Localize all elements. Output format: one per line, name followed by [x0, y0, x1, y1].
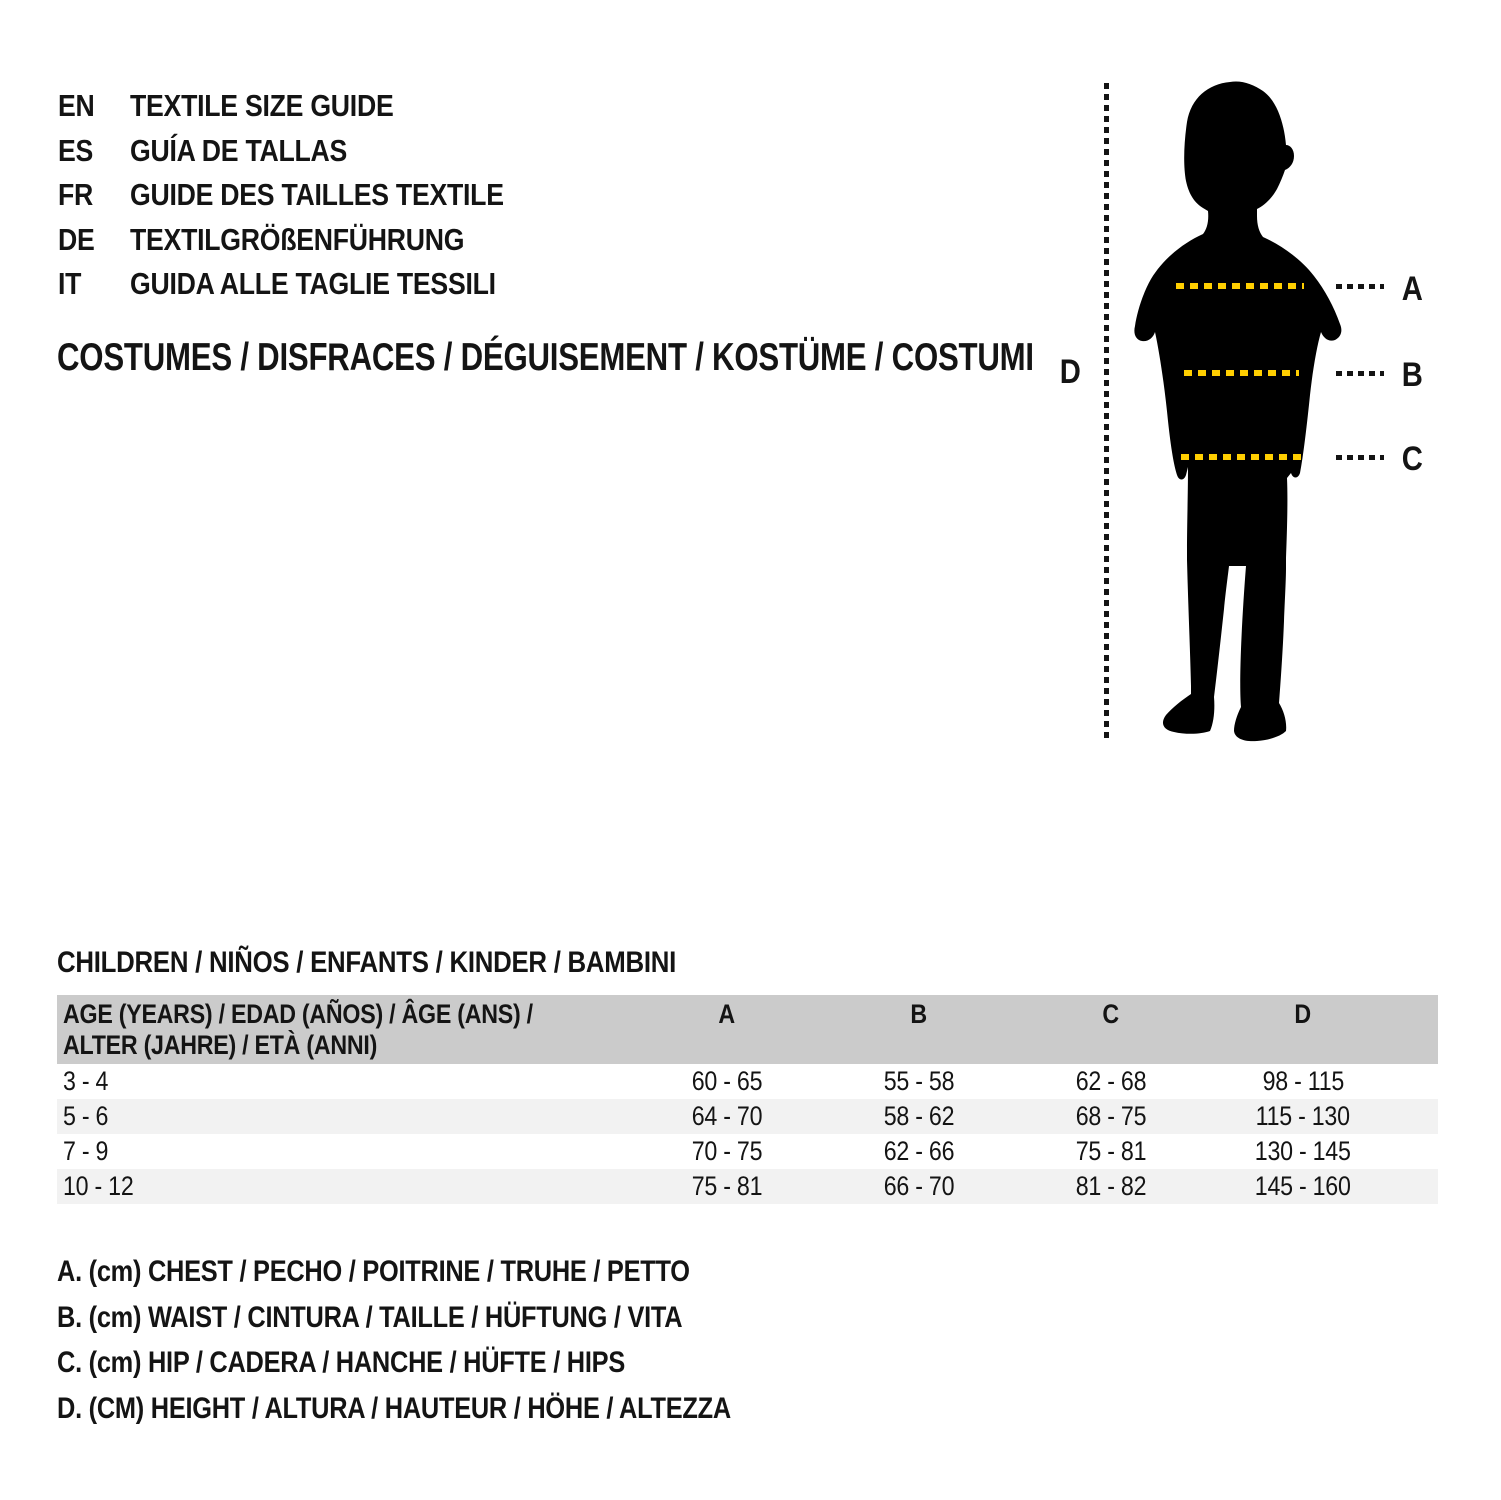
hip-cell: 68 - 75 — [1075, 1101, 1147, 1131]
category-title: COSTUMES / DISFRACES / DÉGUISEMENT / KOSTÜME / COSTUMI — [57, 336, 1034, 379]
legend-waist: B. (cm) WAIST / CINTURA / TAILLE / HÜFTUNG / VITA — [57, 1300, 683, 1334]
hip-measure-line — [1181, 454, 1304, 460]
table-row — [57, 1134, 1438, 1169]
language-label: GUÍA DE TALLAS — [130, 132, 348, 168]
age-cell: 3 - 4 — [63, 1066, 109, 1096]
chest-cell: 75 - 81 — [691, 1171, 763, 1201]
column-header-c: C — [1102, 999, 1120, 1029]
column-header-b: B — [910, 999, 928, 1029]
language-code: EN — [58, 88, 95, 124]
height-dashed-line — [1104, 83, 1109, 740]
age-cell: 5 - 6 — [63, 1101, 109, 1131]
size-table — [57, 995, 1438, 1204]
age-cell: 10 - 12 — [63, 1171, 134, 1201]
height-cell: 130 - 145 — [1255, 1136, 1351, 1166]
chest-measure-line — [1176, 283, 1304, 289]
language-label: TEXTILGRÖßENFÜHRUNG — [130, 221, 465, 257]
language-row-fr — [58, 173, 565, 218]
language-code: FR — [58, 177, 94, 213]
waist-cell: 58 - 62 — [883, 1101, 955, 1131]
language-label: GUIDE DES TAILLES TEXTILE — [130, 177, 504, 213]
chest-cell: 70 - 75 — [691, 1136, 763, 1166]
language-code: IT — [58, 266, 82, 302]
legend-chest: A. (cm) CHEST / PECHO / POITRINE / TRUHE / PETTO — [57, 1255, 690, 1288]
height-cell: 145 - 160 — [1255, 1171, 1351, 1201]
measurement-legend — [57, 1249, 841, 1431]
hip-cell: 81 - 82 — [1075, 1171, 1147, 1201]
chest-connector-line — [1336, 284, 1384, 289]
language-label: GUIDA ALLE TAGLIE TESSILI — [130, 266, 496, 302]
hip-cell: 75 - 81 — [1075, 1136, 1147, 1166]
language-code: ES — [58, 132, 94, 168]
hip-connector-line — [1336, 455, 1384, 460]
table-row — [57, 1064, 1438, 1099]
language-code: DE — [58, 221, 95, 257]
height-cell: 98 - 115 — [1262, 1066, 1344, 1096]
legend-height: D. (CM) HEIGHT / ALTURA / HAUTEUR / HÖHE / ALTEZZA — [57, 1391, 731, 1425]
waist-connector-line — [1336, 371, 1384, 376]
table-header-row — [57, 995, 1438, 1064]
height-cell: 115 - 130 — [1255, 1101, 1351, 1131]
waist-cell: 55 - 58 — [883, 1066, 955, 1096]
language-row-es — [58, 129, 565, 174]
language-row-en — [58, 84, 565, 129]
table-row — [57, 1169, 1438, 1204]
legend-hip: C. (cm) HIP / CADERA / HANCHE / HÜFTE / HIPS — [57, 1346, 625, 1379]
waist-cell: 62 - 66 — [883, 1136, 955, 1166]
table-row — [57, 1099, 1438, 1134]
waist-label: B — [1401, 356, 1423, 394]
chest-cell: 64 - 70 — [691, 1101, 763, 1131]
age-cell: 7 - 9 — [63, 1136, 109, 1166]
age-header-cell: AGE (YEARS) / EDAD (AÑOS) / ÂGE (ANS) / ALTER (JAHRE) / ETÀ (ANNI) — [63, 999, 533, 1060]
column-header-d: D — [1294, 999, 1312, 1029]
waist-cell: 66 - 70 — [883, 1171, 955, 1201]
hip-label: C — [1401, 440, 1423, 478]
chest-cell: 60 - 65 — [691, 1066, 763, 1096]
table-title: CHILDREN / NIÑOS / ENFANTS / KINDER / BAMBINI — [57, 946, 677, 979]
language-list — [58, 84, 565, 307]
height-label: D — [1059, 353, 1081, 391]
language-row-de — [58, 218, 565, 263]
language-label: TEXTILE SIZE GUIDE — [130, 88, 394, 124]
waist-measure-line — [1184, 370, 1299, 376]
column-header-a: A — [718, 999, 736, 1029]
child-silhouette-icon — [1133, 80, 1345, 742]
language-row-it — [58, 262, 565, 307]
chest-label: A — [1401, 270, 1423, 308]
hip-cell: 62 - 68 — [1075, 1066, 1147, 1096]
